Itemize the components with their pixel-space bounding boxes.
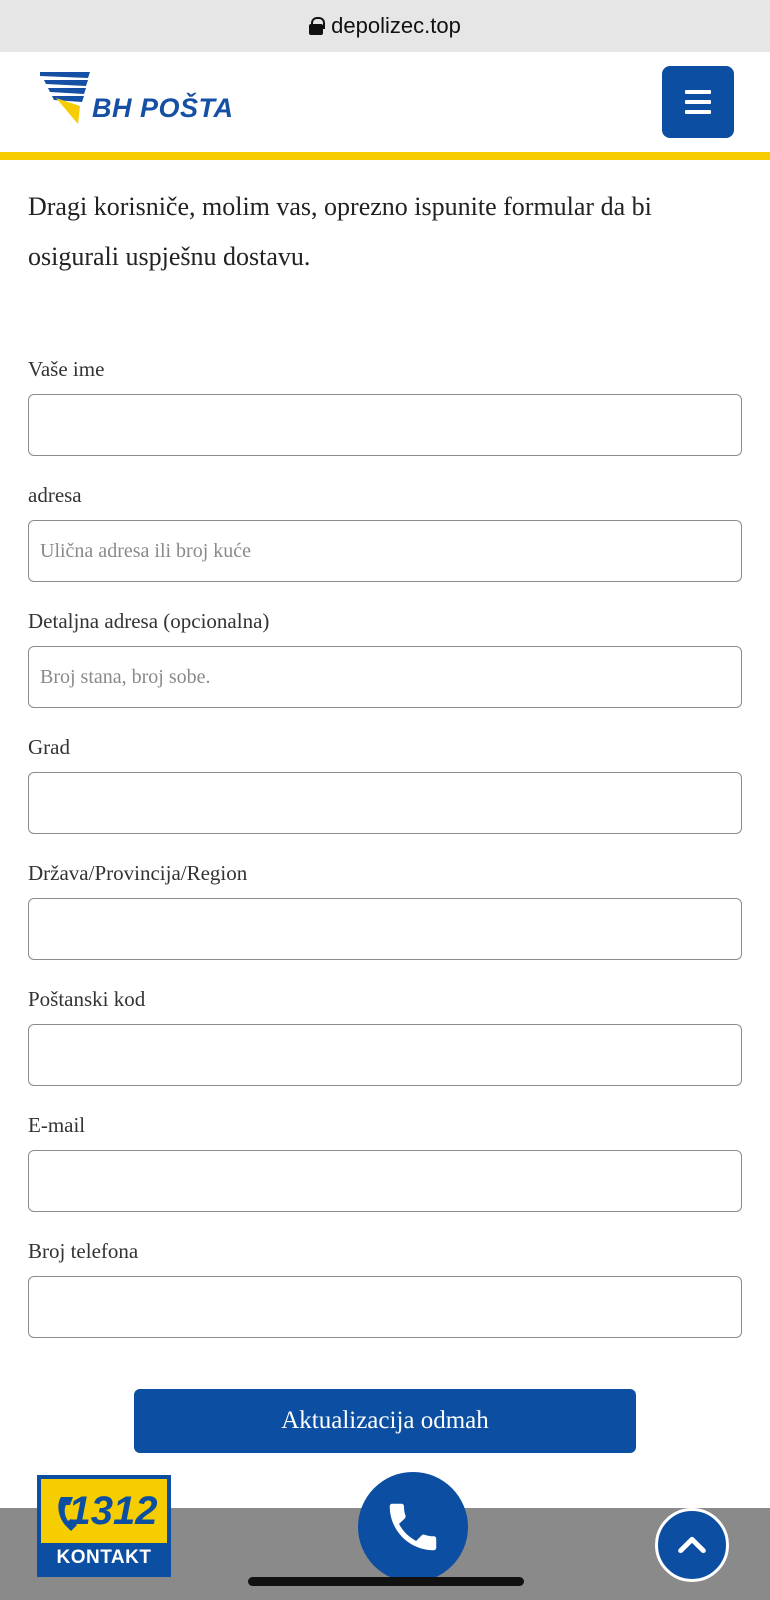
field-region <box>28 858 742 960</box>
intro-text: Dragi korisniče, molim vas, oprezno ispunite formular da bi osigurali uspješnu dostavu. <box>28 192 652 271</box>
field-label: adresa <box>28 483 82 507</box>
address-input[interactable] <box>28 520 742 582</box>
field-label: Grad <box>28 735 70 759</box>
url-text: depolizec.top <box>331 13 461 38</box>
bh-posta-logo[interactable] <box>38 70 234 130</box>
field-city <box>28 732 742 834</box>
city-input[interactable] <box>28 772 742 834</box>
email-input[interactable] <box>28 1150 742 1212</box>
lock-icon <box>309 17 323 35</box>
call-button[interactable] <box>358 1472 468 1582</box>
logo-text: BH POŠTA <box>92 92 234 123</box>
menu-icon-bar <box>685 100 711 104</box>
phone-input[interactable] <box>28 1276 742 1338</box>
field-label: Vaše ime <box>28 357 105 381</box>
region-input[interactable] <box>28 898 742 960</box>
url-display[interactable] <box>309 13 461 39</box>
field-postal-code <box>28 984 742 1086</box>
field-label: E-mail <box>28 1113 86 1137</box>
field-email <box>28 1110 742 1212</box>
menu-icon-bar <box>685 90 711 94</box>
menu-icon-bar <box>685 110 711 114</box>
kontakt-label: KONTAKT <box>56 1547 152 1568</box>
scroll-top-button[interactable] <box>655 1508 729 1582</box>
field-label: Poštanski kod <box>28 987 146 1011</box>
field-address-detail <box>28 606 742 708</box>
submit-button[interactable]: Aktualizacija odmah <box>134 1389 636 1453</box>
chevron-up-icon <box>675 1528 709 1562</box>
menu-button[interactable] <box>662 66 734 138</box>
field-name <box>28 354 742 456</box>
home-indicator <box>248 1577 524 1586</box>
address-detail-input[interactable] <box>28 646 742 708</box>
kontakt-number: 1312 <box>68 1488 158 1533</box>
field-label: Broj telefona <box>28 1239 139 1263</box>
kontakt-badge[interactable] <box>37 1475 171 1577</box>
header-divider <box>0 152 770 160</box>
logo-wings-icon <box>38 70 98 130</box>
phone-icon <box>382 1496 444 1558</box>
field-label: Detaljna adresa (opcionalna) <box>28 609 270 633</box>
browser-url-bar[interactable] <box>0 0 770 52</box>
site-header <box>0 52 770 152</box>
handset-icon <box>55 1493 85 1533</box>
field-phone <box>28 1236 742 1338</box>
postal-code-input[interactable] <box>28 1024 742 1086</box>
kontakt-number-box <box>41 1479 167 1543</box>
field-label: Država/Provincija/Region <box>28 861 248 885</box>
name-input[interactable] <box>28 394 742 456</box>
field-address <box>28 480 742 582</box>
